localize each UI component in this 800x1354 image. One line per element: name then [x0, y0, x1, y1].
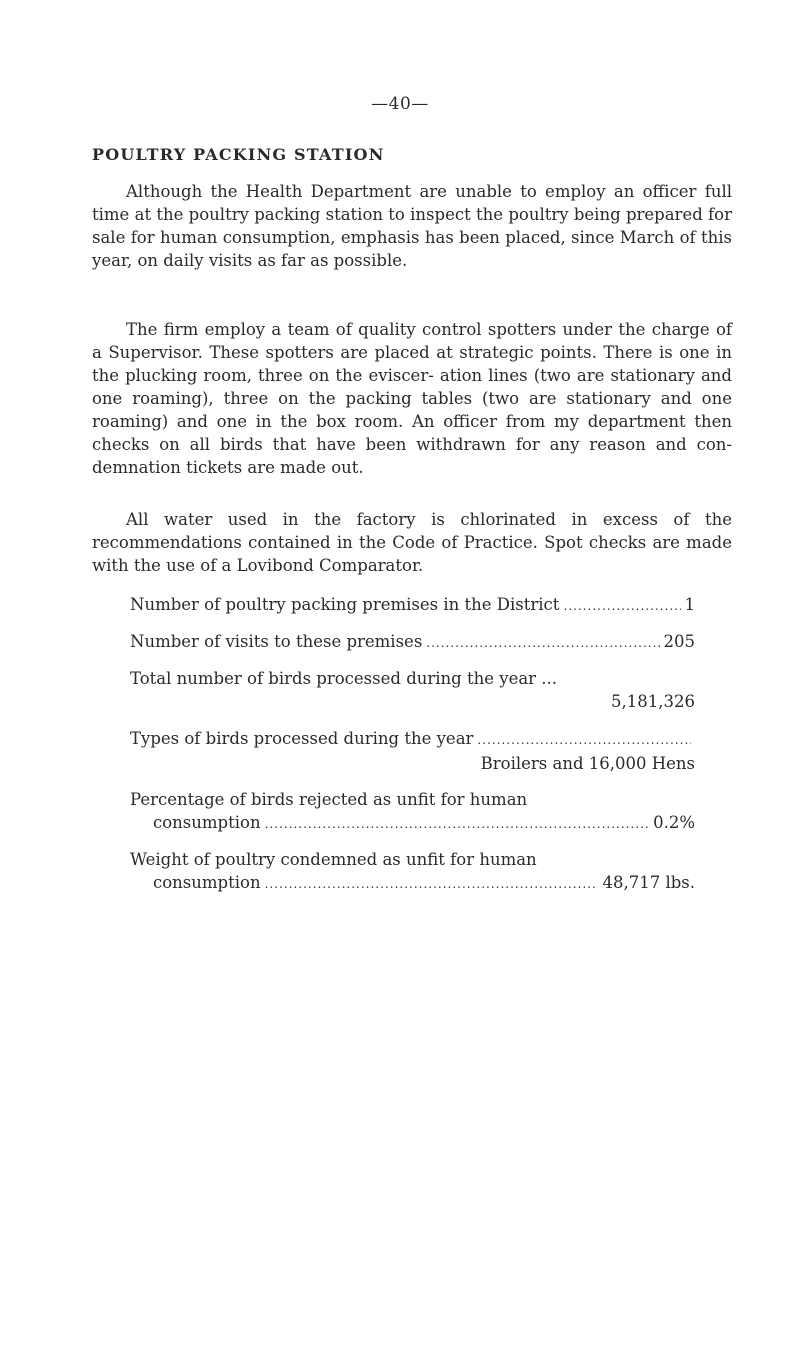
stat-visits-label: Number of visits to these premises [130, 632, 423, 651]
stat-bird-types-label: Types of birds processed during the year [130, 729, 474, 748]
stat-percentage-rejected-value: 0.2% [653, 813, 695, 832]
dot-leader [477, 729, 691, 752]
stat-visits-value: 205 [663, 632, 695, 651]
stat-birds-processed-label: Total number of birds processed during the year ... [130, 669, 558, 688]
stat-weight-condemned [130, 848, 695, 896]
paragraph-spotters: The firm employ a team of quality control spotters under the charge of a Supervisor. These spotters are placed at strategic points. There is one in the plucking room, three on the eviscer- ation lines (two are stationary and one roaming), three on the packing tables (two are stationary and one roaming) and one in the box room. An officer from my department then checks on all birds that have been withdrawn for any reason and con- demnation tickets are made out. [92, 320, 732, 477]
stat-premises-value: 1 [684, 595, 695, 614]
stat-percentage-rejected-label-cont: consumption [153, 813, 261, 832]
paragraph-water: All water used in the factory is chlorinated in excess of the recommendations contained in the Code of Practice. Spot checks are made with the use of a Lovibond Comparator. [92, 510, 732, 575]
page-number: —40— [371, 94, 429, 114]
stat-bird-types [130, 727, 695, 775]
dot-leader [265, 873, 599, 896]
stat-percentage-rejected-label: Percentage of birds rejected as unfit for human [130, 790, 528, 809]
section-heading: POULTRY PACKING STATION [92, 145, 385, 164]
paragraph-inspection: Although the Health Department are unable to employ an officer full time at the poultry packing station to inspect the poultry being prepared for sale for human consumption, emphasis has been placed, since March of this year, on daily visits as far as possible. [92, 182, 732, 270]
stat-premises [130, 593, 695, 618]
stat-weight-condemned-label-cont: consumption [153, 873, 261, 892]
stat-weight-condemned-value: 48,717 lbs. [602, 873, 695, 892]
dot-leader [265, 813, 650, 836]
stat-percentage-rejected [130, 788, 695, 836]
stat-visits [130, 630, 695, 655]
stat-bird-types-value: Broilers and 16,000 Hens [480, 754, 695, 773]
stat-premises-label: Number of poultry packing premises in the District [130, 595, 560, 614]
stat-birds-processed-value: 5,181,326 [611, 692, 695, 711]
dot-leader [563, 595, 680, 618]
stat-weight-condemned-label: Weight of poultry condemned as unfit for human [130, 850, 537, 869]
dot-leader [426, 632, 659, 655]
stat-birds-processed [130, 667, 695, 713]
